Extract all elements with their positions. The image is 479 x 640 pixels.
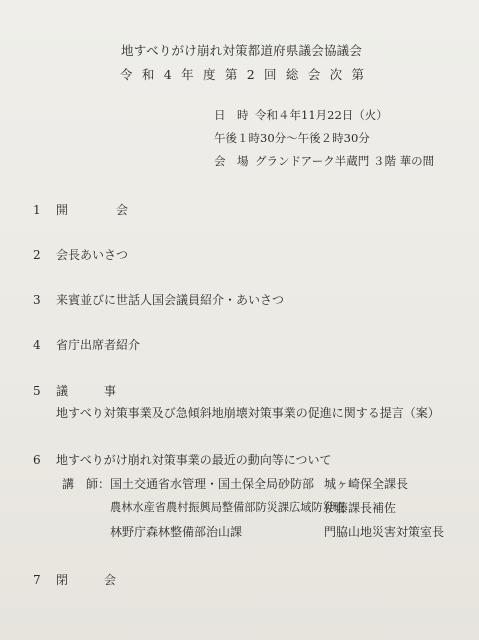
item-label: 議 事 (56, 384, 117, 398)
item-number: 7 (33, 573, 41, 587)
speakers-label: 講 師： (62, 477, 111, 491)
venue-value: グランドアーク半蔵門 ３階 華の間 (255, 154, 435, 168)
time-value: 午後１時30分～午後２時30分 (214, 131, 370, 145)
venue-label: 会 場 (214, 154, 249, 168)
date-label: 日 時 (214, 108, 249, 122)
item-label: 開 会 (56, 203, 129, 217)
item-label: 来賓並びに世話人国会議員紹介・あいさつ (56, 293, 285, 307)
item-label: 会長あいさつ (56, 248, 129, 262)
item-number: 3 (33, 293, 41, 307)
speaker-org: 国土交通省水管理・国土保全局砂防部 (110, 477, 315, 491)
document-title: 地すべりがけ崩れ対策都道府県議会協議会 (121, 43, 363, 58)
item-label: 省庁出席者紹介 (56, 338, 141, 352)
speaker-name: 伊藤課長補佐 (324, 501, 397, 515)
item-number: 6 (33, 453, 41, 467)
speaker-org: 林野庁森林整備部治山課 (110, 525, 243, 539)
item-number: 4 (33, 338, 41, 352)
agenda-proposal: 地すべり対策事業及び急傾斜地崩壊対策事業の促進に関する提言（案） (56, 406, 440, 420)
item-label: 地すべりがけ崩れ対策事業の最近の動向等について (56, 453, 332, 467)
item-number: 1 (33, 203, 41, 217)
item-number: 5 (33, 384, 41, 398)
speaker-name: 城ヶ崎保全課長 (324, 477, 409, 491)
date-value: 令和４年11月22日（火） (255, 108, 388, 122)
speaker-org: 農林水産省農村振興局整備部防災課広域防災班 (110, 501, 345, 514)
speaker-name: 門脇山地災害対策室長 (324, 525, 445, 539)
item-number: 2 (33, 248, 41, 262)
document-subtitle: 令 和 4 年 度 第 2 回 総 会 次 第 (120, 67, 366, 82)
item-label: 閉 会 (56, 573, 117, 587)
